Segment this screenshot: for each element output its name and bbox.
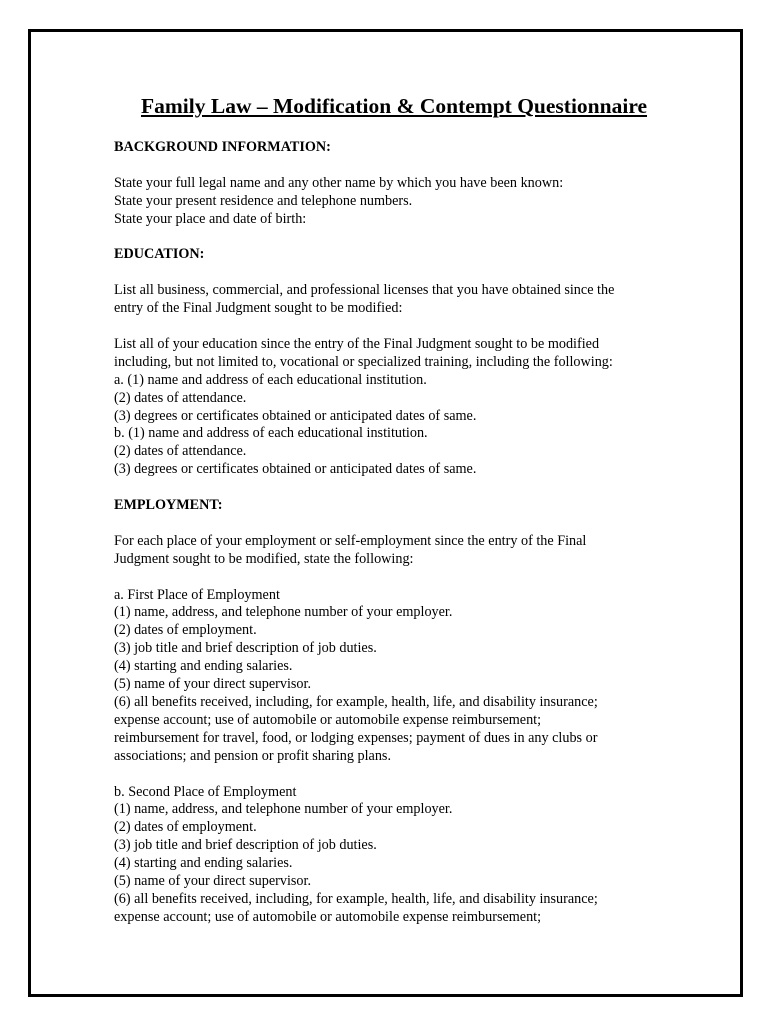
employment-line: (1) name, address, and telephone number of your employer. [114, 604, 453, 621]
employment-line: Judgment sought to be modified, state the following: [114, 550, 414, 567]
education-line: (3) degrees or certificates obtained or anticipated dates of same. [114, 407, 477, 424]
employment-line: (3) job title and brief description of job duties. [114, 640, 377, 657]
employment-line: reimbursement for travel, food, or lodging expenses; payment of dues in any clubs or [114, 729, 598, 746]
background-line: State your place and date of birth: [114, 210, 307, 227]
document-title: Family Law – Modification & Contempt Questionnaire [140, 94, 648, 118]
spacer [114, 157, 674, 175]
background-line: State your present residence and telephone numbers. [114, 192, 413, 209]
employment-line: expense account; use of automobile or automobile expense reimbursement; [114, 908, 542, 925]
education-line: (3) degrees or certificates obtained or anticipated dates of same. [114, 461, 477, 478]
education-line: List all of your education since the entry of the Final Judgment sought to be modified [114, 335, 600, 352]
spacer [114, 318, 674, 336]
education-line: entry of the Final Judgment sought to be modified: [114, 300, 403, 317]
education-line: (2) dates of attendance. [114, 443, 247, 460]
spacer [114, 264, 674, 282]
employment-heading: EMPLOYMENT: [114, 497, 223, 514]
employment-line: For each place of your employment or self-employment since the entry of the Final [114, 532, 587, 549]
employment-line: (2) dates of employment. [114, 622, 257, 639]
spacer [114, 569, 674, 587]
employment-line: (6) all benefits received, including, for example, health, life, and disability insurance; [114, 890, 598, 907]
education-heading: EDUCATION: [114, 246, 205, 263]
employment-line: (6) all benefits received, including, for example, health, life, and disability insurance; [114, 693, 598, 710]
spacer [114, 229, 674, 247]
education-line: (2) dates of attendance. [114, 389, 247, 406]
employment-line: (4) starting and ending salaries. [114, 658, 293, 675]
education-line: a. (1) name and address of each educational institution. [114, 371, 427, 388]
education-line: including, but not limited to, vocational or specialized training, including the following: [114, 353, 613, 370]
background-heading: BACKGROUND INFORMATION: [114, 139, 331, 155]
employment-line: (2) dates of employment. [114, 819, 257, 836]
spacer [114, 515, 674, 533]
background-line: State your full legal name and any other name by which you have been known: [114, 174, 564, 191]
employment-line: b. Second Place of Employment [114, 783, 297, 800]
employment-line: (5) name of your direct supervisor. [114, 676, 311, 693]
employment-line: associations; and pension or profit sharing plans. [114, 747, 392, 764]
education-line: List all business, commercial, and professional licenses that you have obtained since the [114, 282, 615, 299]
employment-line: expense account; use of automobile or automobile expense reimbursement; [114, 711, 542, 728]
employment-line: (1) name, address, and telephone number of your employer. [114, 801, 453, 818]
document-body [114, 92, 674, 927]
spacer [114, 766, 674, 784]
employment-line: a. First Place of Employment [114, 586, 280, 603]
spacer [114, 120, 674, 139]
spacer [114, 479, 674, 497]
education-line: b. (1) name and address of each educational institution. [114, 425, 428, 442]
employment-line: (3) job title and brief description of job duties. [114, 837, 377, 854]
employment-line: (5) name of your direct supervisor. [114, 873, 311, 890]
employment-line: (4) starting and ending salaries. [114, 855, 293, 872]
